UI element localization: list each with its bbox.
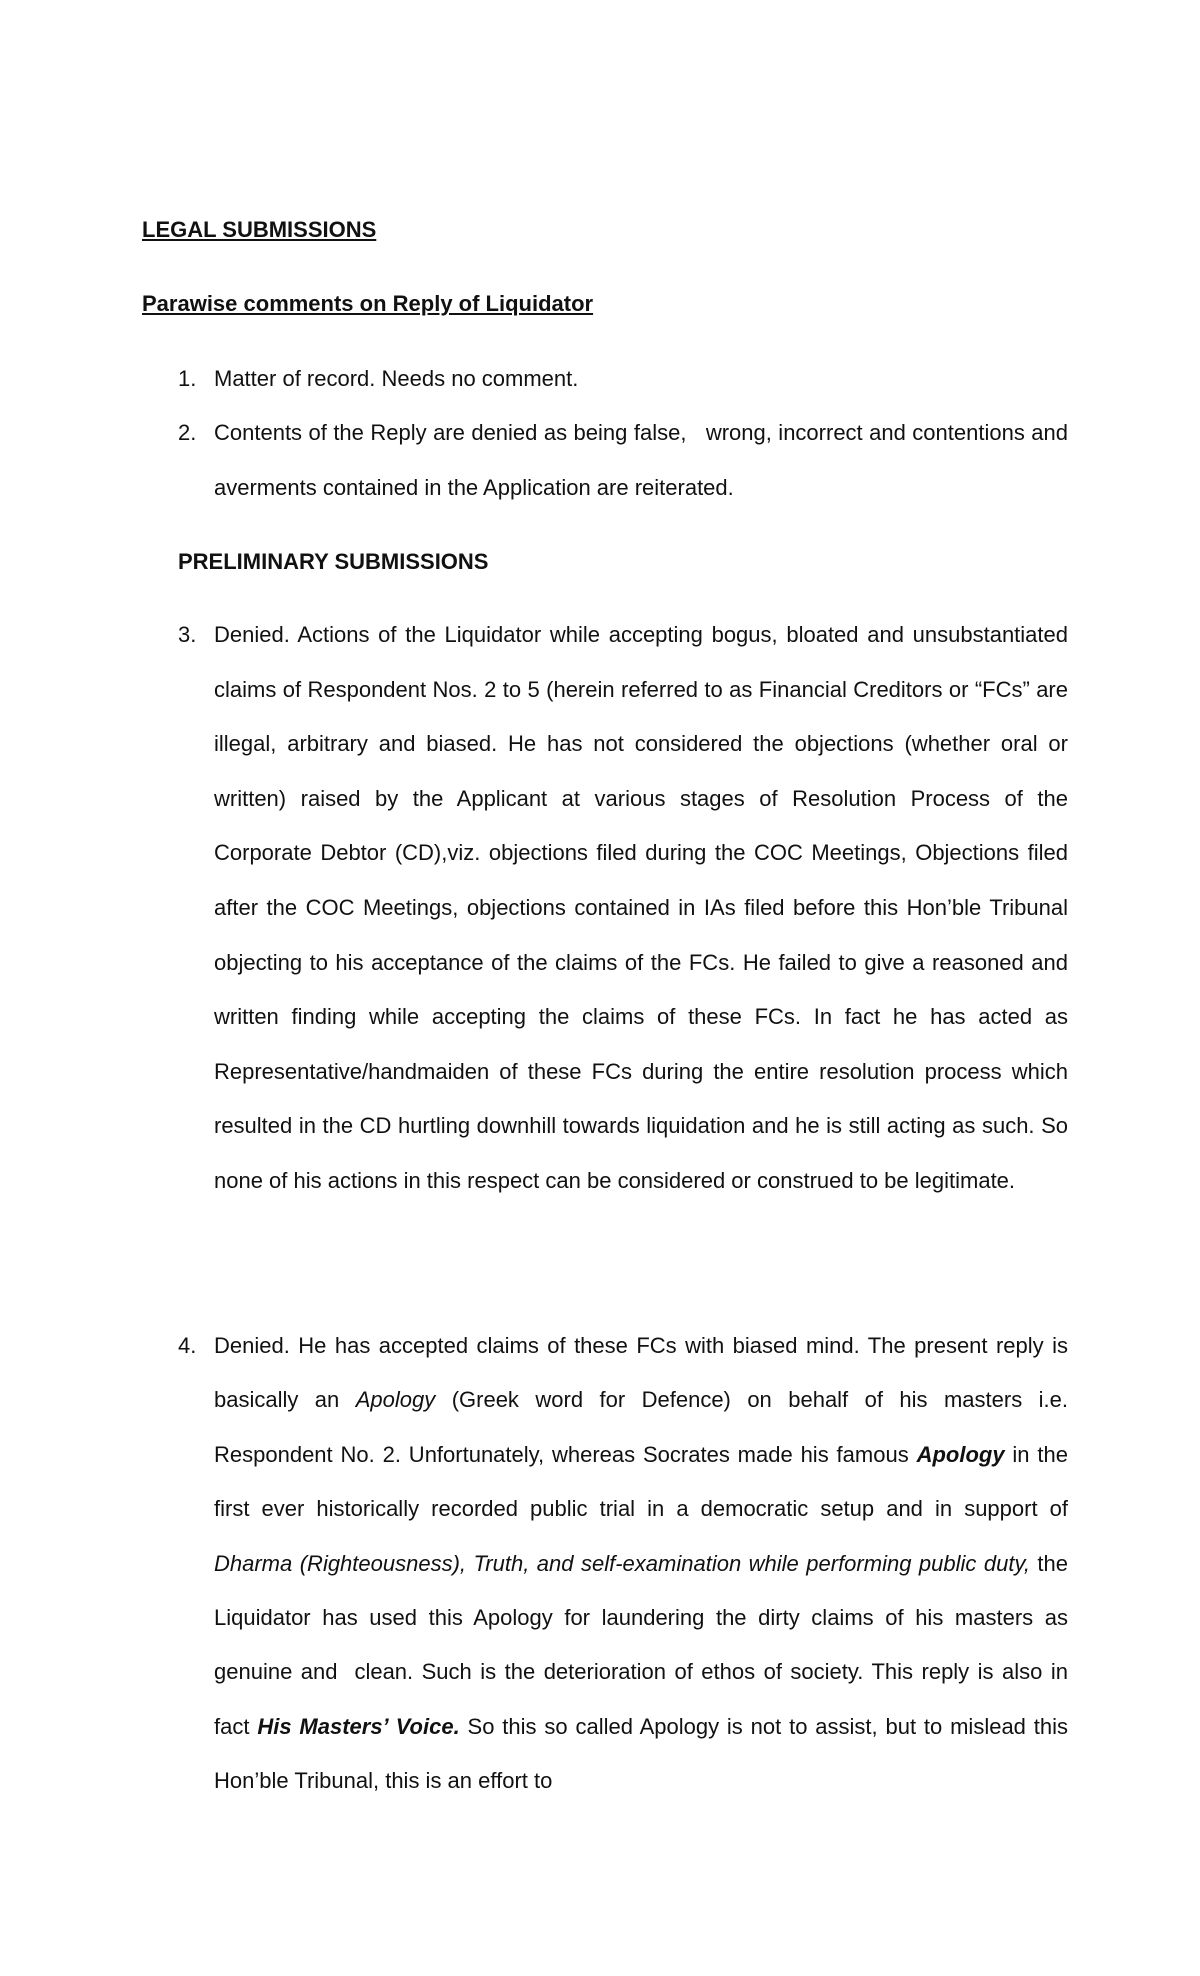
heading-legal-submissions: LEGAL SUBMISSIONS	[142, 217, 377, 242]
item-text-segment: Denied. He has accepted claims of these FCs with biased mind. The present reply is basically an	[214, 1333, 1075, 1413]
heading-preliminary-submissions: PRELIMINARY SUBMISSIONS	[178, 549, 489, 574]
item-text: Denied. Actions of the Liquidator while accepting bogus, bloated and unsubstantiated claims of Respondent Nos. 2 to 5 (herein referred to as Financial Creditors or “FCs” are illegal, arbitrary and biased. He has not considered the objections (whether oral or written) raised by the Applicant at various stages of Resolution Process of the Corporate Debtor (CD),viz. objections filed during the COC Meetings, Objections filed after the COC Meetings, objections contained in IAs filed before this Hon’ble Tribunal objecting to his acceptance of the claims of the FCs. He failed to give a reasoned and written finding while accepting the claims of these FCs. In fact he has acted as Representative/handmaiden of these FCs during the entire resolution process which resulted in the CD hurtling downhill towards liquidation and he is still acting as such. So none of his actions in this respect can be considered or construed to be legitimate.	[214, 622, 1087, 1193]
item-text-italic: Dharma (Righteousness), Truth, and self-examination while performing public duty,	[214, 1550, 1030, 1576]
item-text-segment: (Greek word for Defence) on behalf of his masters i.e. Respondent No. 2. Unfortunately, whereas Socrates made his famous	[214, 1387, 1075, 1467]
item-text-bold-italic: Apology	[916, 1441, 1005, 1467]
item-number: 1.	[178, 366, 197, 391]
item-number: 3.	[178, 622, 197, 647]
list-item	[178, 608, 1087, 1209]
item-number: 4.	[178, 1333, 197, 1358]
heading-parawise-comments: Parawise comments on Reply of Liquidator	[142, 291, 594, 316]
item-number: 2.	[178, 420, 197, 445]
item-text-segment: the Liquidator has used this Apology for laundering the dirty claims of his masters as genuine and clean. Such is the deterioration of ethos of society. This reply is also in fact	[214, 1550, 1075, 1739]
list-item	[178, 1319, 1075, 1809]
list-item	[178, 352, 1068, 407]
item-text-bold-italic: His Masters’ Voice.	[257, 1713, 460, 1739]
list-item	[178, 406, 1075, 515]
item-text: Matter of record. Needs no comment.	[214, 366, 579, 391]
item-text-segment: in the first ever historically recorded public trial in a democratic setup and in support of	[214, 1441, 1075, 1522]
item-text-segment: So this so called Apology is not to assist, but to mislead this Hon’ble Tribunal, this is an effort to	[214, 1713, 1075, 1794]
item-text: Contents of the Reply are denied as being false, wrong, incorrect and contentions and averments contained in the Application are reiterated.	[214, 420, 1075, 500]
item-text-italic: Apology	[355, 1387, 436, 1413]
item-text	[214, 1319, 1075, 1809]
